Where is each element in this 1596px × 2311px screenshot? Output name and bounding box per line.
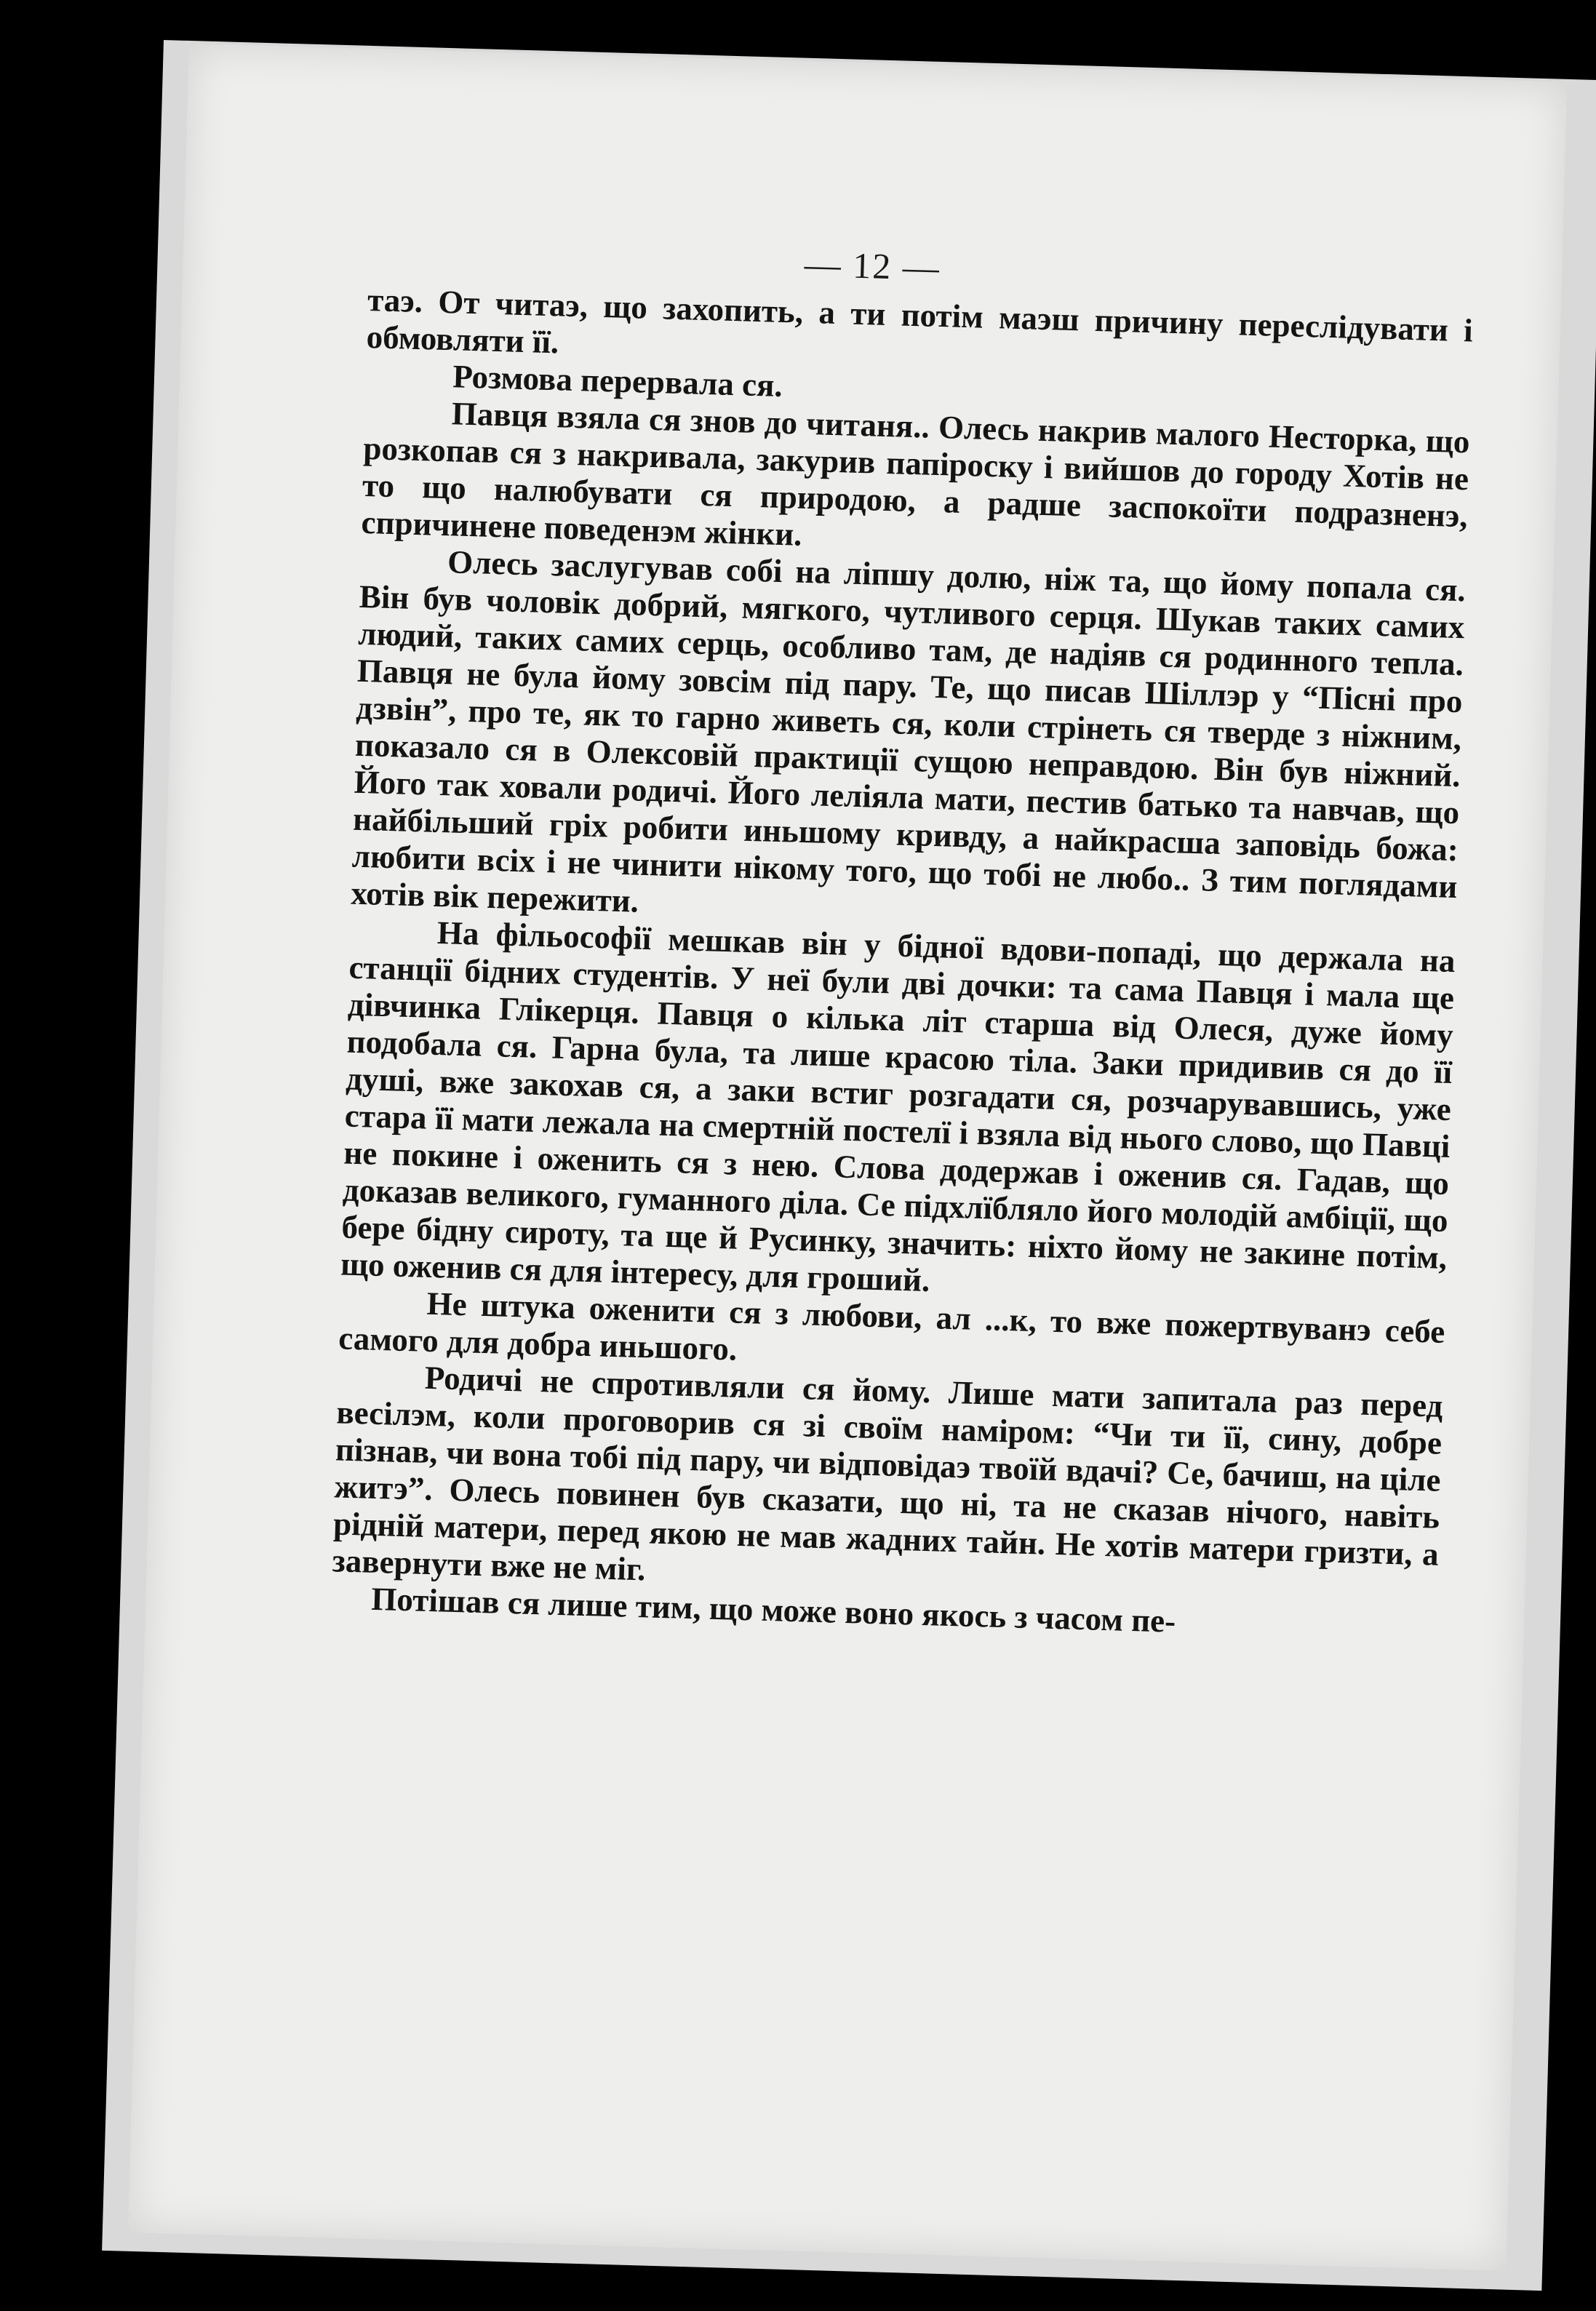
book-page: [128, 44, 1567, 2271]
page-number: — 12 —: [804, 243, 941, 288]
paragraph: Не штука оженити ся з любови, ал ...к, то вже пожертвуванэ себе самого для добра иньшого.: [338, 1285, 1445, 1368]
paragraph: Потішав ся лише тим, що може воно якось з часом пе-: [370, 1580, 1176, 1640]
paragraph: На фільософії мешкав він у бідної вдови-попаді, що держала на станції бідних студентів. У неї були дві дочки: та сама Павця і мала ще дівчинка Глікерця. Павця о кілька літ старша від Олеся, дуже йому подобала ся. Гарна була, та лише красою тіла. Заки придивив ся до її душі, вже закохав ся, а заки встиг розгадати ся, розчарувавшись, уже стара її мати лежала на смертній постелї і взяла від нього слово, що Павці не покине і оженить ся з нею. Слова додержав і оженив ся. Гадав, що доказав великого, гуманного діла. Се підхлїбляло його молодій амбіції, що бере бідну сироту, та ще й Русинку, значить: ніхто йому не закине потім, що оженив ся для інтересу, для гроший.: [340, 914, 1456, 1299]
paragraph: Розмова перервала ся.: [452, 358, 783, 404]
paragraph: таэ. От читаэ, що захопить, а ти потім маэш причину переслідувати і обмовляти її.: [366, 281, 1474, 361]
paragraph: Родичі не спротивляли ся йому. Лише мати запитала раз перед весілэм, коли проговорив ся зі своїм наміром: “Чи ти її, сину, добре пізнав, чи вона тобі під пару, чи відповідаэ твоїй вдачі? Се, бачиш, на ціле житэ”. Олесь повинен був сказати, що ні, та не сказав нічого, навіть рідній матери, перед якою не мав жадних тайн. Не хотів матери гризти, а завернути вже не міг.: [332, 1359, 1444, 1588]
paragraph: Павця взяла ся знов до читаня.. Олесь накрив малого Несторка, що розкопав ся з накривала, закурив папіроску і вийшов до городу Хотів не то що налюбувати ся природою, а радше заспокоїти подразненэ, спричинене поведенэм жінки.: [361, 395, 1471, 553]
paragraph: Олесь заслугував собі на ліпшу долю, ніж та, що йому попала ся. Він був чоловік добрий, мягкого, чутливого серця. Шукав таких самих людий, таких самих серць, особливо там, де надіяв ся родинного тепла. Павця не була йому зовсім під пару. Те, що писав Шіллэр у “Пісні про дзвін”, про те, як то гарно живеть ся, коли стрінеть ся тверде з ніжним, показало ся в Олексовій практиції сущою неправдою. Він був ніжний. Його так ховали родичі. Його леліяла мати, пестив батько та навчав, що найбільший гріх робити иньшому кривду, а найкрасша заповідь божа: любити всіх і не чинити нікому того, що тобі не любо.. З тим поглядами хотів вік пережити.: [350, 543, 1467, 919]
page-text: [331, 282, 1474, 1648]
